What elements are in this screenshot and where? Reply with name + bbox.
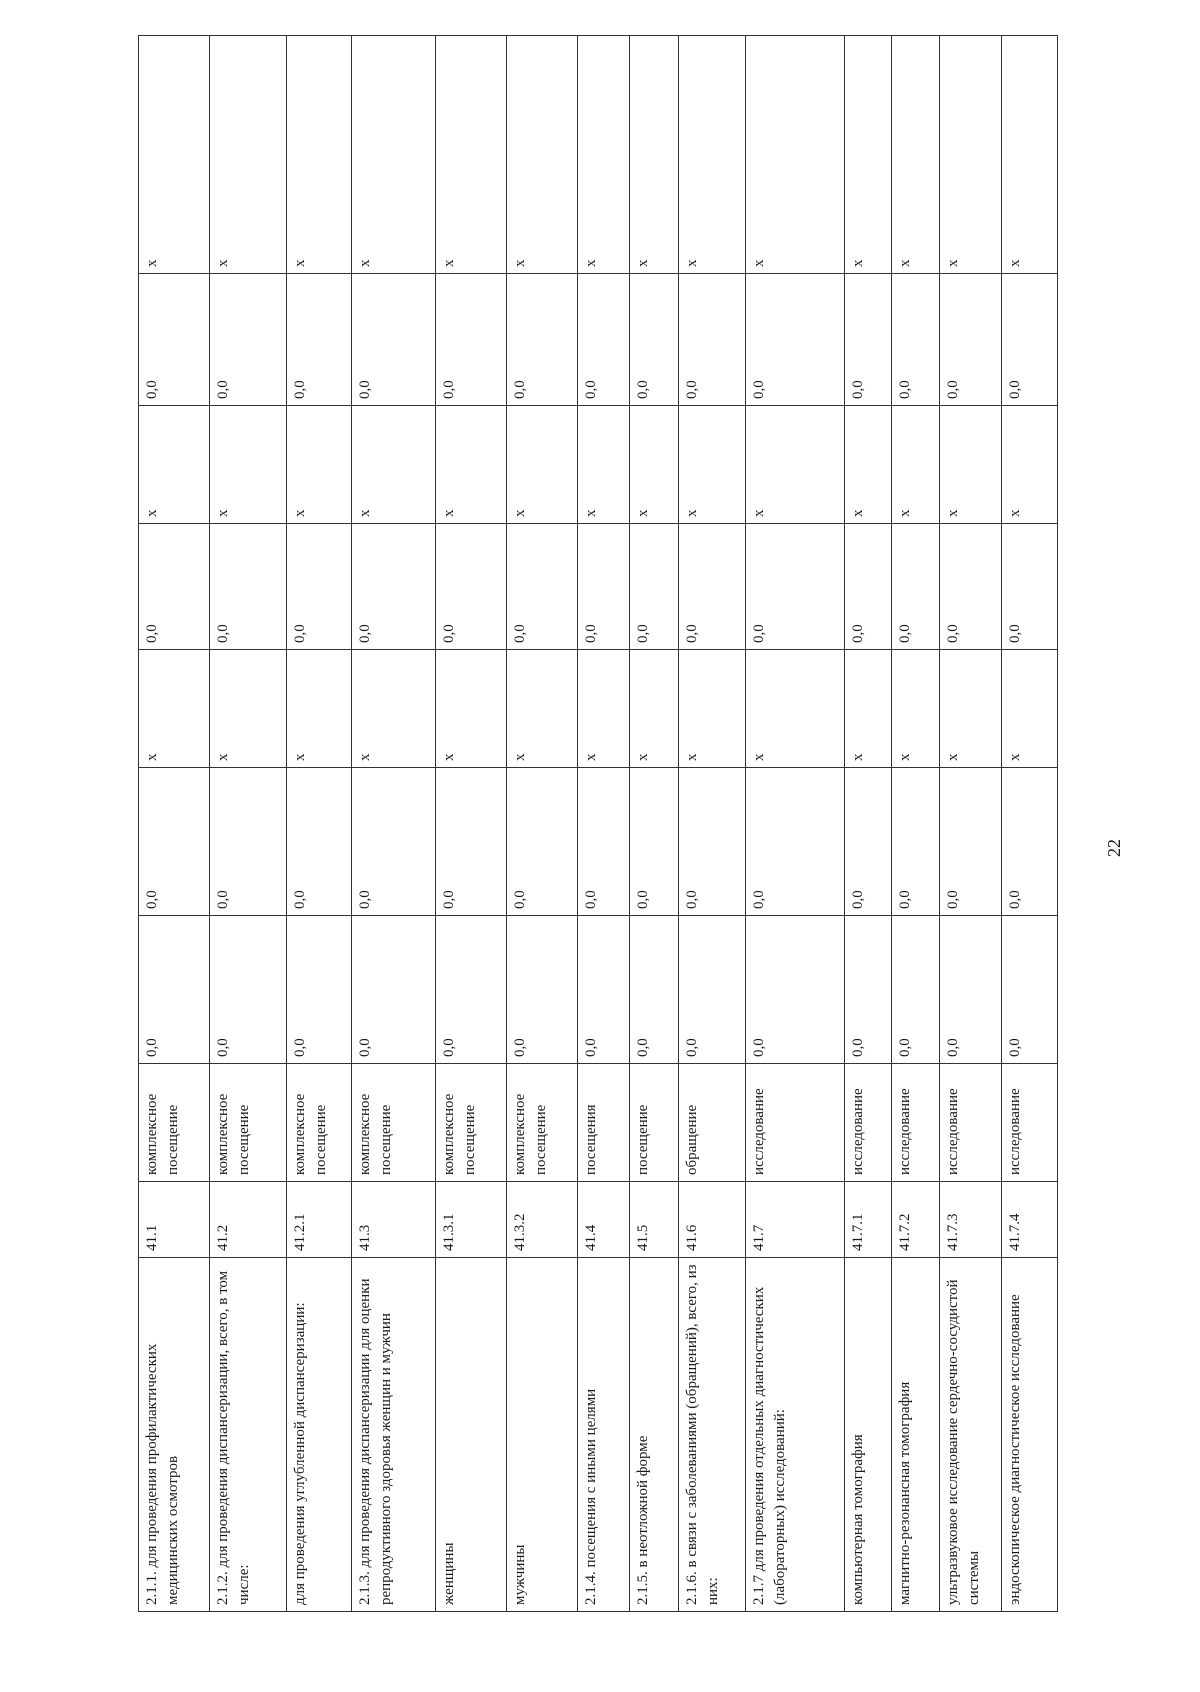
table-row xyxy=(435,36,506,1612)
row-value-cell: 0,0 xyxy=(892,524,939,650)
row-value-cell: 0,0 xyxy=(506,274,577,406)
row-code-cell: 41.3 xyxy=(352,1182,436,1258)
table-row xyxy=(892,36,939,1612)
row-empty-mark-cell: х xyxy=(1001,406,1057,524)
row-value-cell: 0,0 xyxy=(210,768,287,916)
row-value-cell: 0,0 xyxy=(139,524,210,650)
row-value-cell: 0,0 xyxy=(1001,524,1057,650)
row-name-cell: женщины xyxy=(435,1258,506,1612)
row-value-cell: 0,0 xyxy=(844,524,891,650)
row-value-cell: 0,0 xyxy=(939,524,1001,650)
row-value-cell: 0,0 xyxy=(139,274,210,406)
row-value-cell: 0,0 xyxy=(352,916,436,1064)
table-row xyxy=(287,36,352,1612)
row-value-cell: 0,0 xyxy=(287,274,352,406)
row-value-cell: 0,0 xyxy=(679,524,746,650)
data-table xyxy=(138,35,1058,1612)
row-unit-cell: исследование xyxy=(844,1064,891,1182)
row-value-cell: 0,0 xyxy=(892,916,939,1064)
table-row xyxy=(844,36,891,1612)
row-empty-mark-cell: х xyxy=(892,406,939,524)
table-row xyxy=(745,36,844,1612)
row-value-cell: 0,0 xyxy=(1001,916,1057,1064)
row-value-cell: 0,0 xyxy=(745,524,844,650)
row-name-cell: мужчины xyxy=(506,1258,577,1612)
row-name-cell: 2.1.1. для проведения профилактических медицинских осмотров xyxy=(139,1258,210,1612)
row-empty-mark-cell: х xyxy=(1001,650,1057,768)
row-empty-mark-cell: х xyxy=(939,406,1001,524)
row-code-cell: 41.7.3 xyxy=(939,1182,1001,1258)
row-value-cell: 0,0 xyxy=(210,524,287,650)
row-empty-mark-cell: х xyxy=(892,650,939,768)
row-value-cell: 0,0 xyxy=(892,768,939,916)
table-row xyxy=(506,36,577,1612)
row-code-cell: 41.2 xyxy=(210,1182,287,1258)
row-empty-mark-cell: х xyxy=(435,406,506,524)
row-value-cell: 0,0 xyxy=(844,768,891,916)
row-value-cell: 0,0 xyxy=(844,274,891,406)
row-empty-mark-cell: х xyxy=(939,650,1001,768)
row-empty-mark-cell: х xyxy=(1001,36,1057,274)
row-empty-mark-cell: х xyxy=(210,650,287,768)
row-name-cell: эндоскопическое диагностическое исследование xyxy=(1001,1258,1057,1612)
table-row xyxy=(939,36,1001,1612)
row-empty-mark-cell: х xyxy=(435,36,506,274)
row-value-cell: 0,0 xyxy=(287,916,352,1064)
row-empty-mark-cell: х xyxy=(139,406,210,524)
row-code-cell: 41.7.1 xyxy=(844,1182,891,1258)
row-empty-mark-cell: х xyxy=(679,650,746,768)
row-empty-mark-cell: х xyxy=(139,36,210,274)
row-name-cell: 2.1.2. для проведения диспансеризации, всего, в том числе: xyxy=(210,1258,287,1612)
row-value-cell: 0,0 xyxy=(506,524,577,650)
row-value-cell: 0,0 xyxy=(210,274,287,406)
row-empty-mark-cell: х xyxy=(844,650,891,768)
row-unit-cell: исследование xyxy=(939,1064,1001,1182)
row-value-cell: 0,0 xyxy=(745,916,844,1064)
row-unit-cell: комплексное посещение xyxy=(352,1064,436,1182)
row-name-cell: 2.1.7 для проведения отдельных диагностических (лабораторных) исследований: xyxy=(745,1258,844,1612)
row-empty-mark-cell: х xyxy=(679,36,746,274)
row-empty-mark-cell: х xyxy=(287,406,352,524)
row-value-cell: 0,0 xyxy=(679,916,746,1064)
row-value-cell: 0,0 xyxy=(578,524,630,650)
row-unit-cell: комплексное посещение xyxy=(139,1064,210,1182)
row-code-cell: 41.5 xyxy=(629,1182,679,1258)
row-empty-mark-cell: х xyxy=(629,406,679,524)
table-body xyxy=(139,36,1058,1612)
row-name-cell: 2.1.6. в связи с заболеваниями (обращений), всего, из них: xyxy=(679,1258,746,1612)
row-code-cell: 41.6 xyxy=(679,1182,746,1258)
row-unit-cell: исследование xyxy=(745,1064,844,1182)
table-row xyxy=(139,36,210,1612)
row-unit-cell: обращение xyxy=(679,1064,746,1182)
row-code-cell: 41.7.2 xyxy=(892,1182,939,1258)
row-value-cell: 0,0 xyxy=(210,916,287,1064)
row-name-cell: ультразвуковое исследование сердечно-сосудистой системы xyxy=(939,1258,1001,1612)
table-row xyxy=(352,36,436,1612)
row-value-cell: 0,0 xyxy=(844,916,891,1064)
row-value-cell: 0,0 xyxy=(287,524,352,650)
row-empty-mark-cell: х xyxy=(210,406,287,524)
row-name-cell: 2.1.3. для проведения диспансеризации для оценки репродуктивного здоровья женщин и мужчин xyxy=(352,1258,436,1612)
row-empty-mark-cell: х xyxy=(629,650,679,768)
row-empty-mark-cell: х xyxy=(939,36,1001,274)
row-code-cell: 41.4 xyxy=(578,1182,630,1258)
row-value-cell: 0,0 xyxy=(939,274,1001,406)
row-value-cell: 0,0 xyxy=(352,768,436,916)
rotated-table-container xyxy=(138,36,1058,1612)
row-value-cell: 0,0 xyxy=(629,524,679,650)
row-empty-mark-cell: х xyxy=(892,36,939,274)
row-empty-mark-cell: х xyxy=(139,650,210,768)
row-empty-mark-cell: х xyxy=(352,650,436,768)
row-empty-mark-cell: х xyxy=(745,36,844,274)
row-value-cell: 0,0 xyxy=(578,768,630,916)
row-value-cell: 0,0 xyxy=(352,524,436,650)
row-code-cell: 41.2.1 xyxy=(287,1182,352,1258)
row-name-cell: компьютерная томография xyxy=(844,1258,891,1612)
table-row xyxy=(629,36,679,1612)
row-name-cell: для проведения углубленной диспансеризации: xyxy=(287,1258,352,1612)
row-empty-mark-cell: х xyxy=(578,406,630,524)
row-empty-mark-cell: х xyxy=(287,36,352,274)
row-value-cell: 0,0 xyxy=(352,274,436,406)
row-value-cell: 0,0 xyxy=(892,274,939,406)
row-empty-mark-cell: х xyxy=(506,36,577,274)
row-empty-mark-cell: х xyxy=(679,406,746,524)
row-code-cell: 41.1 xyxy=(139,1182,210,1258)
row-value-cell: 0,0 xyxy=(679,274,746,406)
table-row xyxy=(210,36,287,1612)
row-value-cell: 0,0 xyxy=(435,916,506,1064)
row-name-cell: 2.1.5. в неотложной форме xyxy=(629,1258,679,1612)
row-empty-mark-cell: х xyxy=(745,650,844,768)
row-empty-mark-cell: х xyxy=(578,650,630,768)
row-value-cell: 0,0 xyxy=(1001,768,1057,916)
row-value-cell: 0,0 xyxy=(939,916,1001,1064)
row-value-cell: 0,0 xyxy=(629,916,679,1064)
row-value-cell: 0,0 xyxy=(679,768,746,916)
row-value-cell: 0,0 xyxy=(287,768,352,916)
row-empty-mark-cell: х xyxy=(745,406,844,524)
table-row xyxy=(679,36,746,1612)
row-unit-cell: исследование xyxy=(892,1064,939,1182)
row-value-cell: 0,0 xyxy=(629,768,679,916)
row-empty-mark-cell: х xyxy=(844,36,891,274)
row-empty-mark-cell: х xyxy=(210,36,287,274)
row-unit-cell: комплексное посещение xyxy=(435,1064,506,1182)
row-empty-mark-cell: х xyxy=(352,406,436,524)
row-empty-mark-cell: х xyxy=(578,36,630,274)
row-value-cell: 0,0 xyxy=(745,274,844,406)
row-value-cell: 0,0 xyxy=(578,274,630,406)
row-unit-cell: комплексное посещение xyxy=(210,1064,287,1182)
row-empty-mark-cell: х xyxy=(352,36,436,274)
row-value-cell: 0,0 xyxy=(139,768,210,916)
row-unit-cell: исследование xyxy=(1001,1064,1057,1182)
row-value-cell: 0,0 xyxy=(745,768,844,916)
row-value-cell: 0,0 xyxy=(1001,274,1057,406)
row-value-cell: 0,0 xyxy=(435,274,506,406)
row-empty-mark-cell: х xyxy=(629,36,679,274)
row-value-cell: 0,0 xyxy=(435,524,506,650)
row-value-cell: 0,0 xyxy=(578,916,630,1064)
row-empty-mark-cell: х xyxy=(844,406,891,524)
row-value-cell: 0,0 xyxy=(435,768,506,916)
row-empty-mark-cell: х xyxy=(506,650,577,768)
row-unit-cell: посещения xyxy=(578,1064,630,1182)
row-unit-cell: посещение xyxy=(629,1064,679,1182)
row-empty-mark-cell: х xyxy=(506,406,577,524)
row-name-cell: магнитно-резонансная томография xyxy=(892,1258,939,1612)
row-empty-mark-cell: х xyxy=(435,650,506,768)
row-empty-mark-cell: х xyxy=(287,650,352,768)
row-code-cell: 41.7 xyxy=(745,1182,844,1258)
row-value-cell: 0,0 xyxy=(139,916,210,1064)
row-value-cell: 0,0 xyxy=(506,916,577,1064)
row-unit-cell: комплексное посещение xyxy=(287,1064,352,1182)
row-code-cell: 41.7.4 xyxy=(1001,1182,1057,1258)
table-row xyxy=(1001,36,1057,1612)
row-value-cell: 0,0 xyxy=(939,768,1001,916)
page-number: 22 xyxy=(1104,839,1124,857)
row-code-cell: 41.3.2 xyxy=(506,1182,577,1258)
table-row xyxy=(578,36,630,1612)
row-unit-cell: комплексное посещение xyxy=(506,1064,577,1182)
row-name-cell: 2.1.4. посещения с иными целями xyxy=(578,1258,630,1612)
row-value-cell: 0,0 xyxy=(629,274,679,406)
row-code-cell: 41.3.1 xyxy=(435,1182,506,1258)
row-value-cell: 0,0 xyxy=(506,768,577,916)
